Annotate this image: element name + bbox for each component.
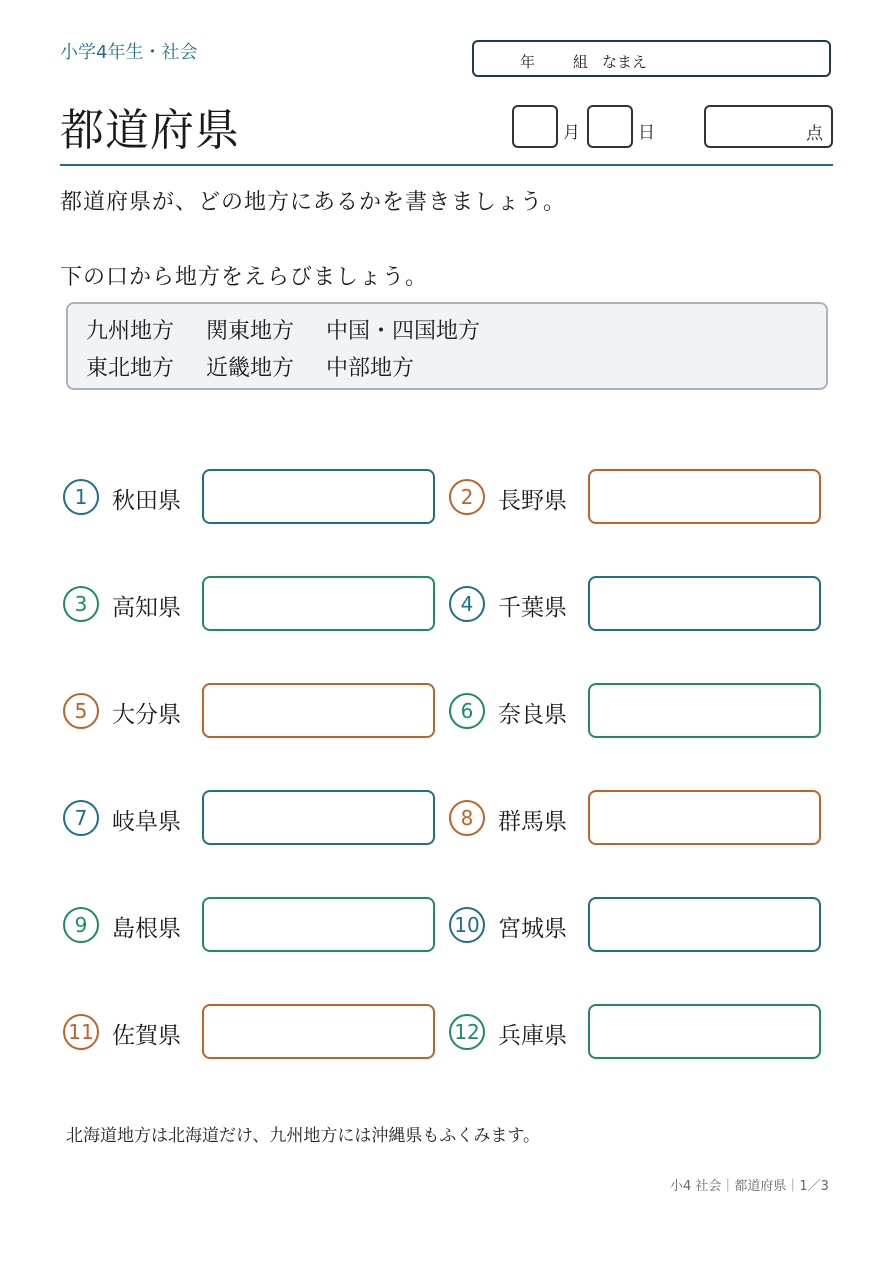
question-number: 11 [63,1014,99,1050]
page-footer: 小4 社会｜都道府県｜1／3 [670,1179,829,1194]
header-divider [60,164,833,166]
prefecture-label: 群馬県 [498,809,567,835]
answer-box[interactable] [202,1004,435,1059]
choice-item: 中部地方 [326,356,415,381]
answer-box[interactable] [588,469,821,524]
prefecture-label: 長野県 [498,488,567,514]
answer-box[interactable] [202,790,435,845]
answer-box[interactable] [588,576,821,631]
name-label: なまえ [602,53,648,71]
question-number: 1 [63,479,99,515]
choice-box [66,302,828,390]
choice-item: 関東地方 [206,319,295,344]
answer-box[interactable] [202,576,435,631]
question-number: 7 [63,800,99,836]
prefecture-label: 兵庫県 [498,1023,567,1049]
question-number: 9 [63,907,99,943]
answer-box[interactable] [588,790,821,845]
name-field[interactable] [472,40,831,77]
sub-instruction: 下の口から地方をえらびましょう。 [60,265,429,290]
subject-label: 小学4年生・社会 [60,42,198,63]
choice-item: 東北地方 [86,356,175,381]
footnote: 北海道地方は北海道だけ、九州地方には沖縄県もふくみます。 [66,1126,540,1146]
choice-item: 中国・四国地方 [326,319,481,344]
class-label: 組 [573,53,589,71]
month-field[interactable] [512,105,558,148]
prefecture-label: 千葉県 [498,595,567,621]
question-number: 10 [449,907,485,943]
choice-item: 九州地方 [86,319,175,344]
prefecture-label: 岐阜県 [112,809,181,835]
question-number: 2 [449,479,485,515]
prefecture-label: 宮城県 [498,916,567,942]
prefecture-label: 高知県 [112,595,181,621]
question-number: 8 [449,800,485,836]
question-number: 3 [63,586,99,622]
prefecture-label: 佐賀県 [112,1023,181,1049]
answer-box[interactable] [202,469,435,524]
question-number: 12 [449,1014,485,1050]
month-label: 月 [563,123,580,143]
prefecture-label: 秋田県 [112,488,181,514]
page-title: 都道府県 [60,105,240,156]
prefecture-label: 島根県 [112,916,181,942]
answer-box[interactable] [588,1004,821,1059]
prefecture-label: 奈良県 [498,702,567,728]
prefecture-label: 大分県 [112,702,181,728]
question-number: 5 [63,693,99,729]
score-field[interactable] [704,105,833,148]
score-label: 点 [806,124,823,144]
answer-box[interactable] [588,683,821,738]
question-number: 6 [449,693,485,729]
answer-box[interactable] [202,897,435,952]
day-field[interactable] [587,105,633,148]
answer-box[interactable] [202,683,435,738]
answer-box[interactable] [588,897,821,952]
main-instruction: 都道府県が、どの地方にあるかを書きましょう。 [60,190,567,215]
day-label: 日 [638,123,655,143]
question-number: 4 [449,586,485,622]
choice-item: 近畿地方 [206,356,295,381]
year-label: 年 [520,53,536,71]
